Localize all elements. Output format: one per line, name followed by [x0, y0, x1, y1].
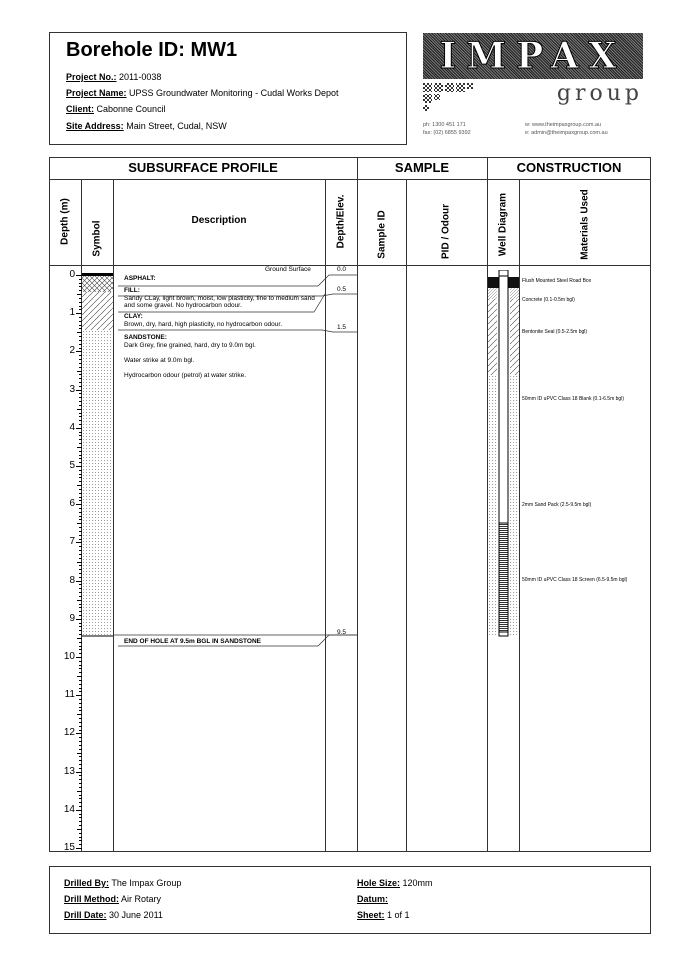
logo-letters: IMPAX [423, 33, 643, 79]
construction-header: CONSTRUCTION [516, 160, 622, 175]
material-concrete: Concrete (0.1-0.5m bgl) [522, 297, 575, 303]
depth-minor-tick [79, 825, 82, 826]
depth-label: 9 [69, 612, 75, 624]
sheet-label: Sheet: [357, 910, 385, 920]
depth-label: 2 [69, 345, 75, 357]
depth-minor-tick [79, 718, 82, 719]
depth-minor-tick [79, 844, 82, 845]
depth-label: 15 [63, 842, 75, 853]
clay-desc [124, 313, 320, 328]
drill-method-value: Air Rotary [121, 894, 162, 904]
drill-date-label: Drill Date: [64, 910, 107, 920]
depth-label: 6 [69, 498, 75, 510]
depth-column-header: Depth (m) [59, 198, 71, 245]
layer-connectors [114, 272, 357, 652]
drill-date-value: 30 June 2011 [109, 910, 163, 920]
depth-minor-tick [77, 791, 82, 792]
depth-label: 13 [63, 765, 75, 777]
impax-logo [423, 33, 645, 145]
depth-label: 4 [69, 421, 75, 433]
depth-minor-tick [79, 817, 82, 818]
drilled-by-line [64, 878, 181, 888]
material-screen: 50mm ID uPVC Class 18 Screen (6.5-9.5m bgl) [522, 577, 628, 583]
depth-minor-tick [79, 661, 82, 662]
depth-minor-tick [79, 814, 82, 815]
end-of-hole-text [124, 638, 320, 646]
project-no-line [66, 72, 161, 82]
depth-label: 14 [63, 803, 75, 815]
client-line [66, 104, 166, 114]
depth-minor-tick [79, 756, 82, 757]
concrete-fill [488, 288, 497, 299]
depth-label: 3 [69, 383, 75, 395]
site-label: Site Address: [66, 121, 124, 131]
depth-minor-tick [79, 783, 82, 784]
hole-size-line [357, 878, 433, 888]
depth-minor-tick [79, 646, 82, 647]
elev-1-5: 1.5 [337, 324, 347, 331]
datum-line [357, 894, 388, 904]
client-label: Client: [66, 104, 94, 114]
project-name-label: Project Name: [66, 88, 127, 98]
depth-minor-tick [77, 638, 82, 639]
pid-column-header: PID / Odour [440, 204, 452, 259]
depth-major-tick [76, 810, 82, 811]
clay-text: Brown, dry, hard, high plasticity, no hydrocarbon odour. [124, 320, 283, 328]
borehole-title: Borehole ID: MW1 [66, 39, 238, 61]
depth-minor-tick [79, 806, 82, 807]
well-column-header: Well Diagram [497, 192, 509, 257]
project-name-value: UPSS Groundwater Monitoring - Cudal Works Depot [129, 88, 339, 98]
depth-label: 8 [69, 574, 75, 586]
depth-minor-tick [79, 768, 82, 769]
drill-method-label: Drill Method: [64, 894, 119, 904]
logo-phone: ph: 1300 451 171 [423, 122, 466, 128]
depth-minor-tick [79, 787, 82, 788]
depth-major-tick [76, 657, 82, 658]
depth-minor-tick [79, 710, 82, 711]
bentonite-fill [488, 299, 497, 375]
project-no-label: Project No.: [66, 72, 117, 82]
casing-blank [499, 273, 508, 523]
depth-minor-tick [79, 749, 82, 750]
col-line-sample [406, 179, 407, 852]
col-line-elev [357, 157, 358, 852]
water-strike-text: Water strike at 9.0m bgl. [124, 356, 195, 364]
depth-minor-tick [79, 730, 82, 731]
project-name-line [66, 88, 338, 98]
end-of-hole-label: END OF HOLE AT 9.5m BGL IN SANDSTONE [124, 638, 261, 645]
casing-screen [499, 523, 508, 634]
depth-minor-tick [79, 707, 82, 708]
depth-minor-tick [79, 642, 82, 643]
depth-minor-tick [79, 726, 82, 727]
depth-minor-tick [79, 672, 82, 673]
hole-size-label: Hole Size: [357, 878, 401, 888]
asphalt-name: ASPHALT: [124, 275, 156, 282]
site-value: Main Street, Cudal, NSW [126, 121, 227, 131]
sand-pack-fill [488, 375, 497, 637]
depth-major-tick [76, 848, 82, 849]
logo-email: e: admin@theimpaxgroup.com.au [525, 130, 608, 136]
depth-label: 7 [69, 536, 75, 548]
site-line [66, 121, 227, 131]
well-diagram [488, 270, 519, 642]
depth-minor-tick [79, 680, 82, 681]
section-header-divider [49, 179, 651, 180]
depth-minor-tick [79, 745, 82, 746]
drilled-by-value: The Impax Group [111, 878, 182, 888]
logo-web: w: www.theimpaxgroup.com.au [525, 122, 602, 128]
hole-size-value: 120mm [402, 878, 433, 888]
depth-minor-tick [79, 764, 82, 765]
fill-name: FILL: [124, 287, 140, 294]
drilled-by-label: Drilled By: [64, 878, 110, 888]
footer-box [49, 866, 651, 934]
sample-id-column-header: Sample ID [376, 210, 388, 259]
depth-major-tick [76, 695, 82, 696]
clay-symbol [82, 292, 113, 330]
depth-minor-tick [77, 829, 82, 830]
sample-header: SAMPLE [394, 160, 450, 175]
depth-minor-tick [79, 699, 82, 700]
depth-label: 10 [63, 651, 75, 662]
fill-text: Sandy CLay, light brown, moist, low plasticity, fine to medium sand and some gravel. No hydrocarbon odour. [124, 294, 315, 309]
end-cap [499, 632, 508, 636]
elev-0: 0.0 [337, 266, 347, 273]
logo-fax: fax: (02) 6855 9392 [423, 130, 471, 136]
sandstone-name: SANDSTONE: [124, 334, 167, 341]
header-box [49, 32, 407, 145]
depth-major-tick [76, 772, 82, 773]
drill-date-line [64, 910, 163, 920]
depth-minor-tick [79, 837, 82, 838]
materials-column-header: Materials Used [579, 189, 591, 260]
depth-minor-tick [79, 795, 82, 796]
col-line-well [519, 179, 520, 852]
depth-label: 1 [69, 307, 75, 319]
symbol-column-header: Symbol [91, 220, 103, 257]
material-road-box: Flush Mounted Steel Road Box [522, 278, 592, 284]
depth-minor-tick [79, 668, 82, 669]
fill-symbol [82, 276, 113, 292]
elev-0-5: 0.5 [337, 286, 347, 293]
sheet-line [357, 910, 410, 920]
material-blank-casing: 50mm ID uPVC Class 18 Blank (0.1-6.5m bgl) [522, 396, 624, 402]
depth-minor-tick [79, 737, 82, 738]
ground-surface-label: Ground Surface [265, 266, 311, 273]
sandstone-text: Dark Grey, fine grained, hard, dry to 9.0m bgl. [124, 341, 256, 349]
column-header-divider [49, 265, 651, 266]
asphalt-desc [124, 275, 320, 283]
elev-9-5: 9.5 [337, 629, 347, 636]
material-sand-pack: 2mm Sand Pack (2.5-9.5m bgl) [522, 502, 592, 508]
depth-label: 12 [63, 727, 75, 739]
depth-minor-tick [79, 798, 82, 799]
depth-minor-tick [77, 676, 82, 677]
client-value: Cabonne Council [96, 104, 166, 114]
depth-label: 0 [69, 269, 75, 280]
depth-label: 5 [69, 460, 75, 471]
odour-text: Hydrocarbon odour (petrol) at water strike. [124, 371, 247, 379]
depth-minor-tick [79, 722, 82, 723]
depth-minor-tick [79, 779, 82, 780]
subsurface-profile-header: SUBSURFACE PROFILE [128, 160, 278, 175]
project-no-value: 2011-0038 [119, 72, 162, 82]
elev-column-header: Depth/Elev. [335, 194, 347, 249]
logo-mark-icon [423, 83, 489, 113]
depth-major-tick [76, 733, 82, 734]
logo-group-text: group [556, 81, 643, 106]
clay-name: CLAY: [124, 313, 143, 320]
asphalt-symbol [82, 273, 113, 276]
depth-minor-tick [79, 703, 82, 704]
depth-minor-tick [77, 714, 82, 715]
depth-minor-tick [79, 665, 82, 666]
sheet-value: 1 of 1 [387, 910, 410, 920]
sandstone-desc [124, 334, 320, 379]
depth-minor-tick [79, 802, 82, 803]
description-column-header: Description [191, 215, 247, 226]
material-bentonite: Bentonite Seal (0.5-2.5m bgl) [522, 329, 588, 335]
depth-minor-tick [79, 833, 82, 834]
datum-label: Datum: [357, 894, 388, 904]
depth-minor-tick [79, 688, 82, 689]
depth-minor-tick [79, 775, 82, 776]
depth-minor-tick [77, 753, 82, 754]
depth-minor-tick [79, 653, 82, 654]
depth-minor-tick [79, 741, 82, 742]
drill-method-line [64, 894, 161, 904]
depth-minor-tick [79, 840, 82, 841]
depth-minor-tick [79, 760, 82, 761]
fill-desc [124, 287, 320, 310]
depth-minor-tick [79, 821, 82, 822]
depth-minor-tick [79, 684, 82, 685]
sandstone-symbol [82, 330, 113, 636]
depth-minor-tick [79, 691, 82, 692]
depth-minor-tick [79, 649, 82, 650]
depth-label: 11 [64, 689, 75, 701]
symbol-column-graphic [82, 273, 113, 638]
